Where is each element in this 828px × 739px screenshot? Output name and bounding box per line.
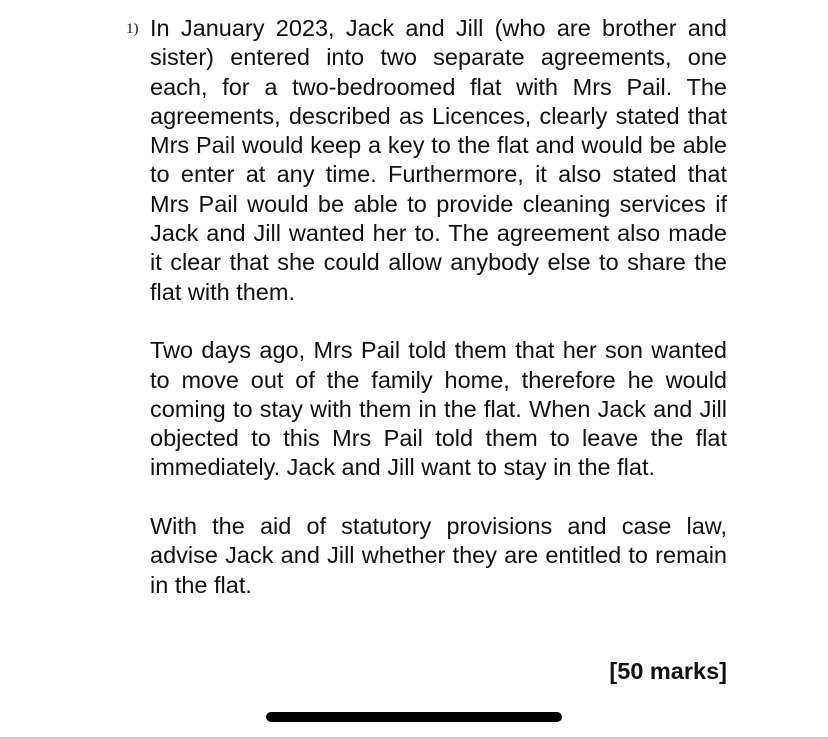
- question-paragraph-2: Two days ago, Mrs Pail told them that her son wanted to move out of the family home, therefore he would coming to stay with them in the flat. When Jack and Jill objected to this Mrs Pail told them to leave the flat immediately. Jack and Jill want to stay in the flat.: [150, 337, 727, 481]
- question-block: [126, 14, 727, 629]
- question-number: 1): [126, 21, 139, 37]
- question-paragraph-1: In January 2023, Jack and Jill (who are brother and sister) entered into two separate agreements, one each, for a two-bedroomed flat with Mrs Pail. The agreements, described as Licences, clearly stated that Mrs Pail would keep a key to the flat and would be able to enter at any time. Furthermore, it also stated that Mrs Pail would be able to provide cleaning services if Jack and Jill wanted her to. The agreement also made it clear that she could allow anybody else to share the flat with them.: [150, 15, 727, 305]
- question-paragraph-3: With the aid of statutory provisions and case law, advise Jack and Jill whether they are entitled to remain in the flat.: [150, 513, 727, 598]
- home-indicator-bar[interactable]: [266, 712, 562, 722]
- marks-label: [50 marks]: [609, 658, 727, 684]
